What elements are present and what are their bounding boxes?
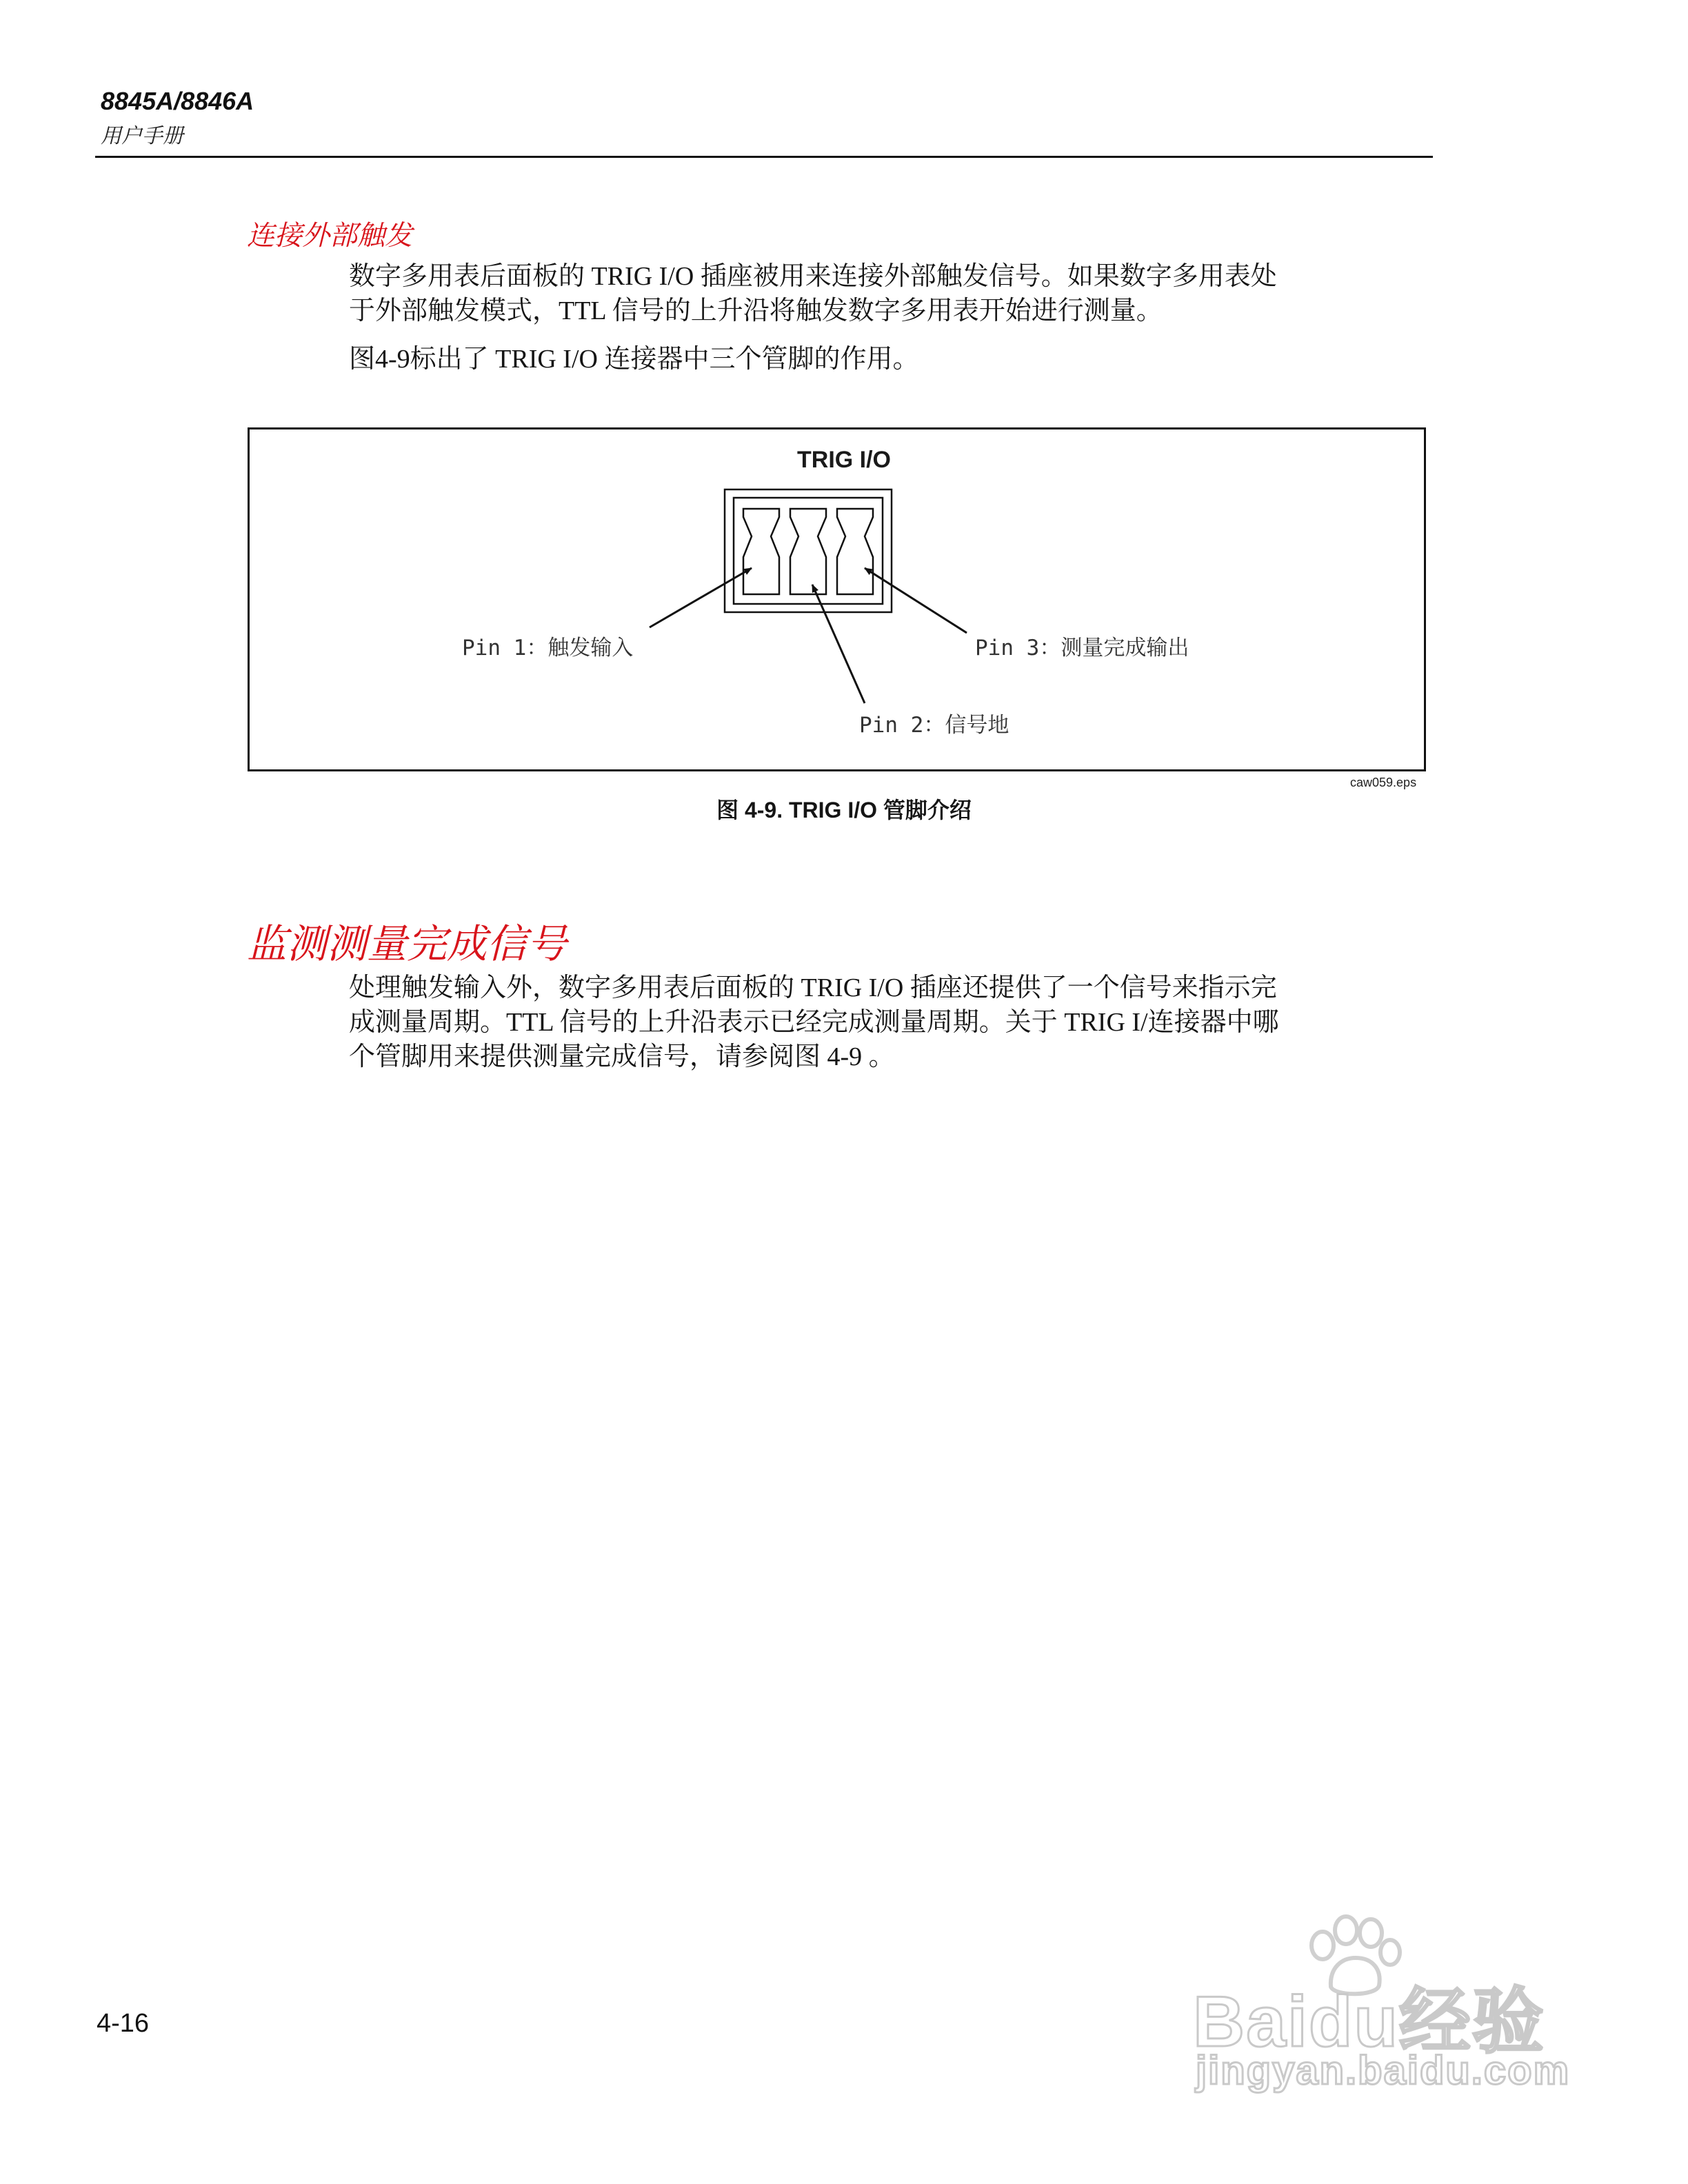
pin-3-arrow [865,568,967,633]
section-heading-measurement-complete: 监测测量完成信号 [247,922,567,967]
paragraph-line: 成测量周期。TTL 信号的上升沿表示已经完成测量周期。关于 TRIG I/连接器中哪 [349,1008,1279,1037]
pin-3-label: Pin 3：测量完成输出 [975,636,1189,660]
section-heading-external-trigger: 连接外部触发 [247,221,412,251]
page-number: 4-16 [97,2009,150,2038]
figure-file-name: caw059.eps [1350,776,1417,789]
paragraph-line: 图4-9标出了 TRIG I/O 连接器中三个管脚的作用。 [349,345,919,374]
document-model: 8845A/8846A [101,87,254,115]
watermark-brand: Baidu经验 [1193,1982,1545,2062]
pin-2-socket [790,509,826,594]
pin-2-label: Pin 2：信号地 [859,713,1009,738]
pin-1-arrow [650,568,752,627]
connector-inner-housing [734,498,883,604]
figure-caption: 图 4-9. TRIG I/O 管脚介绍 [716,798,972,822]
paragraph-line: 个管脚用来提供测量完成信号，请参阅图 4-9 。 [349,1042,895,1071]
pin-3-socket [837,509,873,594]
paragraph-line: 数字多用表后面板的 TRIG I/O 插座被用来连接外部触发信号。如果数字多用表处 [349,262,1277,291]
manual-title: 用户手册 [101,125,183,148]
pin-1-socket [743,509,779,594]
figure-title: TRIG I/O [797,447,891,473]
pin-2-arrow [812,585,865,703]
paragraph-line: 处理触发输入外，数字多用表后面板的 TRIG I/O 插座还提供了一个信号来指示完 [349,973,1277,1002]
paragraph-line: 于外部触发模式，TTL 信号的上升沿将触发数字多用表开始进行测量。 [349,296,1163,325]
pin-1-label: Pin 1：触发输入 [462,636,634,660]
paragraph-measurement-complete [349,971,1425,1074]
watermark-url: jingyan.baidu.com [1196,2048,1571,2093]
